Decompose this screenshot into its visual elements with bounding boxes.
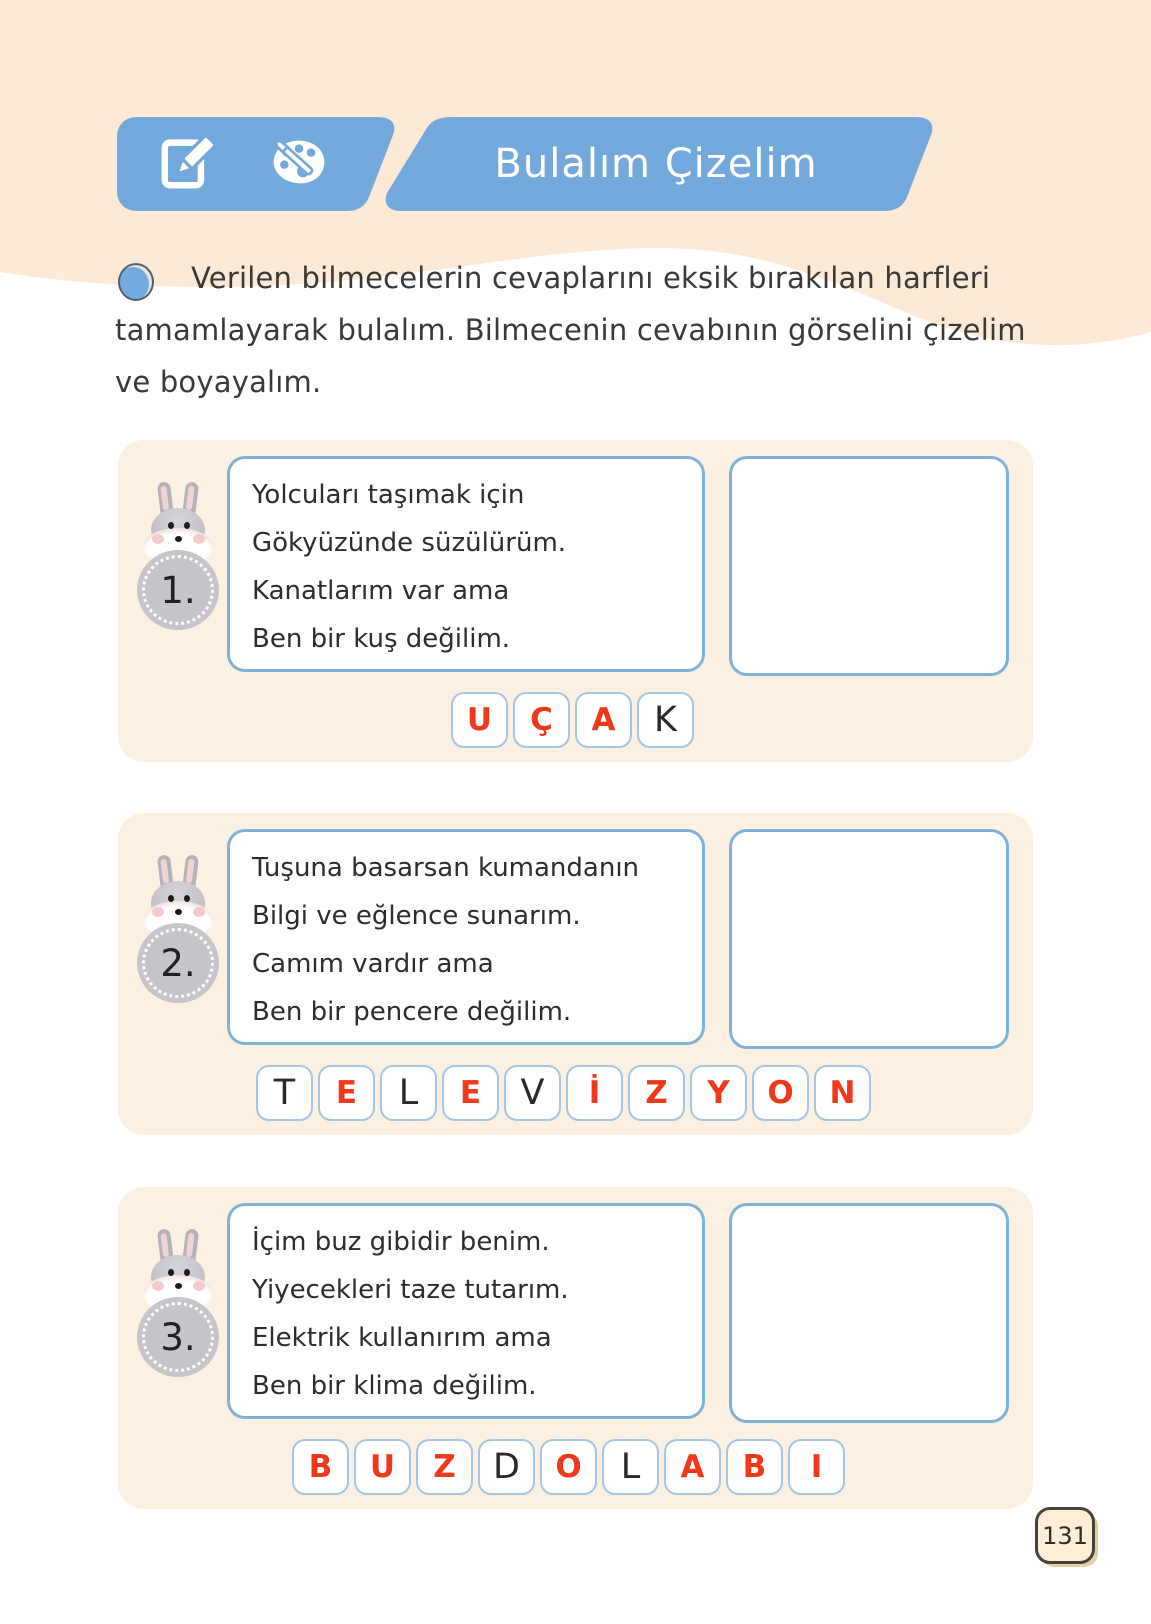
letter-tile[interactable] — [664, 1439, 721, 1495]
page-title: Bulalım Çizelim — [494, 141, 818, 187]
rabbit-cheek — [152, 534, 164, 544]
letter-tile[interactable] — [478, 1439, 535, 1495]
riddle-line: İçim buz gibidir benim. — [252, 1227, 550, 1257]
letter-tile[interactable] — [540, 1439, 597, 1495]
riddle-line: Elektrik kullanırım ama — [252, 1323, 552, 1353]
letter-tile[interactable] — [602, 1439, 659, 1495]
rabbit-eye — [168, 1269, 174, 1276]
tile-letter: İ — [588, 1075, 601, 1111]
letter-tile[interactable] — [726, 1439, 783, 1495]
number-circle — [137, 550, 219, 630]
rabbit-nose — [175, 909, 182, 915]
pencil-square-icon — [157, 131, 219, 197]
activity-icons-ribbon — [117, 117, 399, 211]
tile-letter: A — [680, 1449, 705, 1485]
tile-letter: E — [459, 1075, 482, 1111]
riddle-number: 3. — [160, 1315, 196, 1359]
letter-tile[interactable] — [752, 1065, 809, 1121]
riddle-card — [118, 813, 1033, 1135]
riddle-card — [118, 1187, 1033, 1509]
tile-letter: Ç — [530, 702, 553, 738]
letter-tile[interactable] — [504, 1065, 561, 1121]
rabbit-cheek — [152, 907, 164, 917]
riddle-text-box — [227, 1203, 705, 1419]
answer-tiles — [256, 1065, 871, 1121]
title-ribbon — [385, 117, 941, 211]
rabbit-eye — [184, 522, 190, 529]
letter-tile[interactable] — [442, 1065, 499, 1121]
letter-tile[interactable] — [513, 692, 570, 748]
letter-tile[interactable] — [814, 1065, 871, 1121]
letter-tile[interactable] — [354, 1439, 411, 1495]
letter-tile[interactable] — [292, 1439, 349, 1495]
riddle-line: Ben bir klima değilim. — [252, 1371, 537, 1401]
number-circle — [137, 1297, 219, 1377]
rabbit-cheek — [193, 534, 205, 544]
letter-tile[interactable] — [690, 1065, 747, 1121]
tile-letter: U — [466, 702, 493, 738]
tile-letter: E — [335, 1075, 358, 1111]
letter-tile[interactable] — [566, 1065, 623, 1121]
tile-letter: Z — [645, 1075, 668, 1111]
drawing-area[interactable] — [729, 456, 1009, 676]
letter-tile[interactable] — [637, 692, 694, 748]
rabbit-eye — [184, 895, 190, 902]
answer-tiles — [292, 1439, 845, 1495]
instruction-text — [115, 252, 1040, 408]
letter-tile[interactable] — [451, 692, 508, 748]
instruction-line: Verilen bilmecelerin cevaplarını eksik bırakılan harfleri — [191, 261, 991, 295]
page-number-badge — [1035, 1507, 1095, 1564]
instruction-line: tamamlayarak bulalım. Bilmecenin cevabının görselini çizelim — [115, 313, 1026, 347]
riddle-card — [118, 440, 1033, 762]
riddle-number-badge — [132, 482, 224, 664]
letter-tile[interactable] — [416, 1439, 473, 1495]
page-number: 131 — [1042, 1521, 1088, 1550]
riddle-line: Gökyüzünde süzülürüm. — [252, 528, 567, 558]
tile-letter: D — [493, 1447, 520, 1487]
riddle-number: 1. — [160, 568, 196, 612]
rabbit-eye — [168, 895, 174, 902]
riddle-text-box — [227, 829, 705, 1045]
tile-letter: I — [810, 1449, 823, 1485]
tile-letter: O — [767, 1075, 794, 1111]
tile-letter: N — [829, 1075, 856, 1111]
tile-letter: T — [273, 1073, 296, 1113]
letter-tile[interactable] — [380, 1065, 437, 1121]
letter-tile[interactable] — [788, 1439, 845, 1495]
rabbit-nose — [175, 536, 182, 542]
drawing-area[interactable] — [729, 829, 1009, 1049]
riddle-number-badge — [132, 1229, 224, 1411]
letter-tile[interactable] — [575, 692, 632, 748]
rabbit-nose — [175, 1283, 182, 1289]
letter-tile[interactable] — [318, 1065, 375, 1121]
tile-letter: U — [369, 1449, 396, 1485]
letter-tile[interactable] — [628, 1065, 685, 1121]
riddle-text-box — [227, 456, 705, 672]
riddle-number: 2. — [160, 941, 196, 985]
tile-letter: O — [555, 1449, 582, 1485]
rabbit-eye — [184, 1269, 190, 1276]
riddle-line: Ben bir pencere değilim. — [252, 997, 572, 1027]
tile-letter: K — [654, 700, 677, 740]
tile-letter: L — [398, 1073, 419, 1113]
answer-tiles — [451, 692, 694, 748]
palette-icon — [267, 130, 331, 198]
tile-letter: L — [620, 1447, 641, 1487]
riddle-line: Yolcuları taşımak için — [252, 480, 525, 510]
riddle-line: Tuşuna basarsan kumandanın — [252, 853, 640, 883]
riddle-line: Camım vardır ama — [252, 949, 494, 979]
instruction-line: ve boyayalım. — [115, 365, 322, 399]
riddle-line: Bilgi ve eğlence sunarım. — [252, 901, 581, 931]
riddle-line: Ben bir kuş değilim. — [252, 624, 511, 654]
riddle-line: Kanatlarım var ama — [252, 576, 510, 606]
number-circle — [137, 923, 219, 1003]
tile-letter: A — [591, 702, 616, 738]
letter-tile[interactable] — [256, 1065, 313, 1121]
rabbit-eye — [168, 522, 174, 529]
riddle-number-badge — [132, 855, 224, 1037]
tile-letter: B — [742, 1449, 767, 1485]
drawing-area[interactable] — [729, 1203, 1009, 1423]
rabbit-cheek — [193, 1281, 205, 1291]
riddle-line: Yiyecekleri taze tutarım. — [252, 1275, 569, 1305]
tile-letter: V — [520, 1073, 545, 1113]
tile-letter: Z — [433, 1449, 456, 1485]
rabbit-cheek — [152, 1281, 164, 1291]
tile-letter: Y — [707, 1075, 730, 1111]
rabbit-cheek — [193, 907, 205, 917]
tile-letter: B — [308, 1449, 333, 1485]
